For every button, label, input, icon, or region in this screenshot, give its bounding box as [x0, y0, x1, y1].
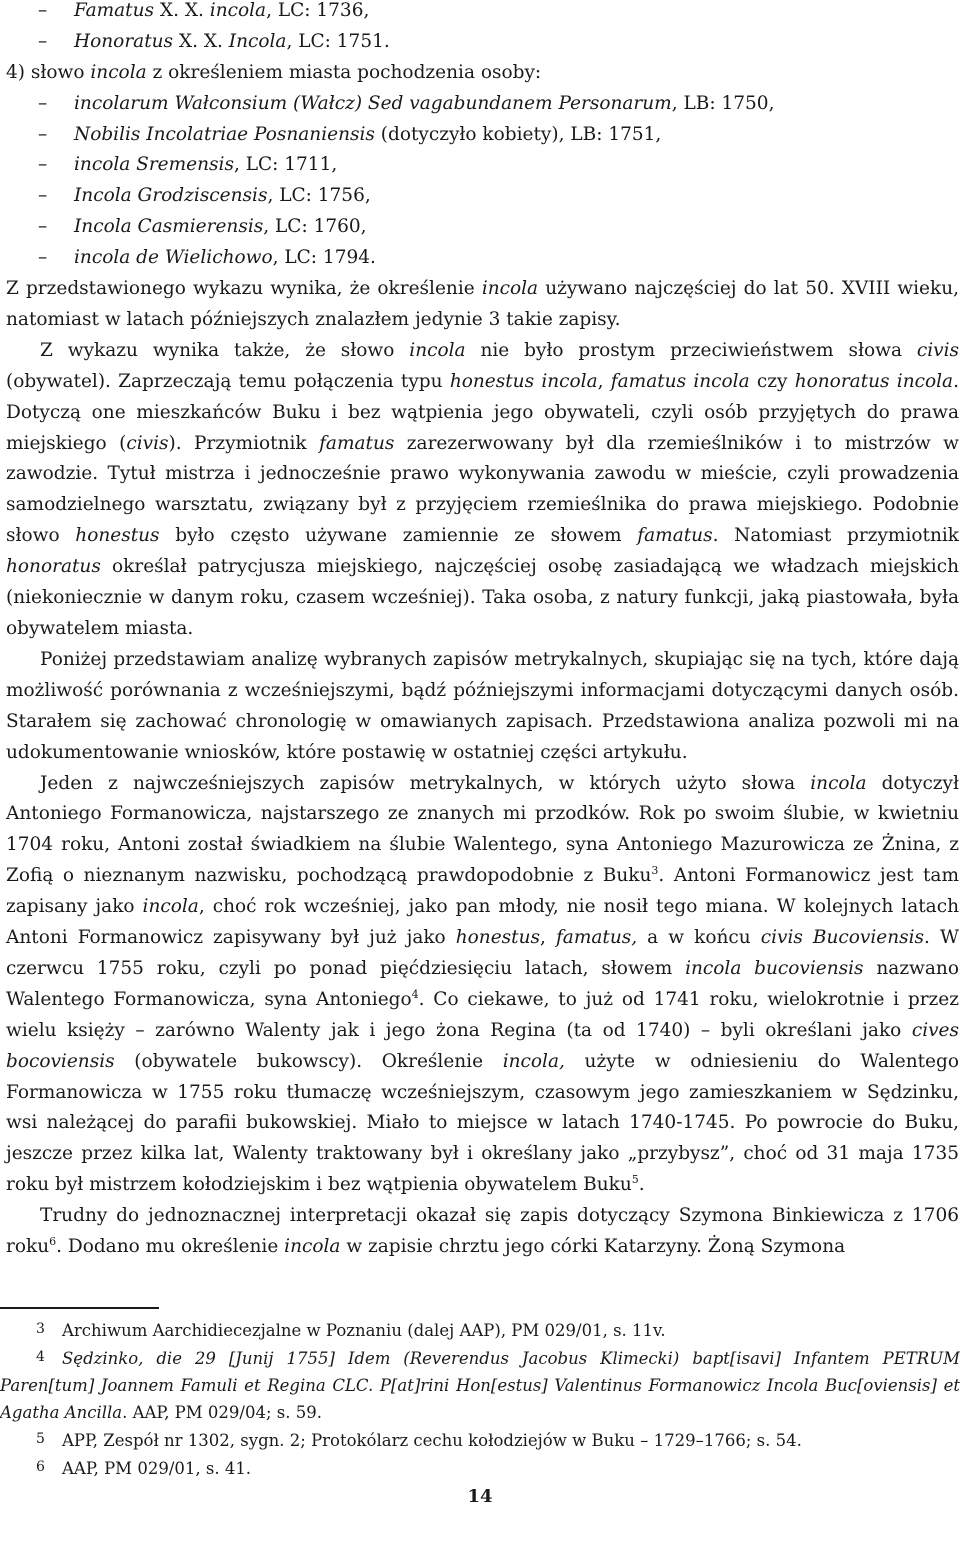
page-number: 14: [467, 1486, 493, 1507]
main-text: [6, 0, 959, 1263]
footnote-ref-3[interactable]: 3: [651, 864, 659, 878]
dash: –: [38, 154, 48, 176]
paragraph-summary: Z przedstawionego wykazu wynika, że określenie incola używano najczęściej do lat 50. XVIII wieku, natomiast w latach późniejszych znalazłem jedynie 3 takie zapisy.: [6, 278, 959, 330]
dash: –: [38, 185, 48, 207]
dash: –: [38, 247, 48, 269]
footnote-4: 4 Sędzinko, die 29 [Junij 1755] Idem (Reverendus Jacobus Klimecki) bapt[isavi] Infantem PETRUM Paren[tum] Joannem Famuli et Regina CLC. P[at]rini Hon[estus] Valentinus Formanowicz Incola Buc[oviensis] et Agatha Ancilla. AAP, PM 029/04; s. 59.: [0, 1349, 960, 1422]
paragraph-formanowicz: Jeden z najwcześniejszych zapisów metrykalnych, w których użyto słowa incola dotyczył Antoniego Formanowicza, najstarszego ze znanych mi przodków. Rok po swoim ślubie, w kwietniu 1704 roku, Antoni został świadkiem na ślubie Walentego, syna Antoniego Mazurowicza ze Żnina, z Zofią o nieznanym nazwisku, pochodzącą prawdopodobnie z Buku$^3$. Antoni Formanowicz jest tam zapisany jako incola, choć rok wcześniej, jako pan młody, nie nosił tego miana. W kolejnych latach Antoni Formanowicz zapisywany był już jako honestus, famatus, a w końcu civis Bucoviensis. W czerwcu 1755 roku, czyli po ponad pięćdziesięciu latach, słowem incola bucoviensis nazwano Walentego Formanowicza, syna Antoniego$^4$. Co ciekawe, to już od 1741 roku, wielokrotnie i przez wielu księży – zarówno Walenty jak i jego żona Regina (ta od 1740) – byli określani jako cives bocoviensis (obywatele bukowscy). Określenie incola, użyte w odniesieniu do Walentego Formanowicza w 1755 roku tłumaczę wcześniejszym, czasowym jego zamieszkaniem w Sędzinku, wsi należącej do parafii bukowskiej. Miało to miejsce w latach 1740-1745. Po powrocie do Buku, jeszcze przez kilka lat, Walenty traktowany był i określany jako „przybysz”, choć od 31 maja 1735 roku był mistrzem kołodziejskim i bez wątpienia obywatelem Buku$^5$.: [6, 772, 960, 1196]
section-heading-4: 4) słowo incola z określeniem miasta pochodzenia osoby:: [6, 61, 542, 83]
list-4: [6, 89, 959, 274]
footnote-separator: [0, 1307, 159, 1309]
list-top: [6, 0, 959, 58]
list-item: – Incola Casmierensis, LC: 1760,: [6, 212, 959, 243]
dash: –: [38, 216, 48, 238]
footnote-6: 6 AAP, PM 029/01, s. 41.: [36, 1459, 252, 1478]
paragraph-analysis-intro: Poniżej przedstawiam analizę wybranych zapisów metrykalnych, skupiając się na tych, które dają możliwość porównania z wcześniejszymi, bądź późniejszymi informacjami dotyczącymi danych osób. Starałem się zachować chronologię w omawianych zapisach. Przedstawiona analiza pozwoli mi na udokumentowanie wniosków, które postawię w ostatniej części artykułu.: [6, 648, 959, 763]
footnote-5: 5 APP, Zespół nr 1302, sygn. 2; Protokólarz cechu kołodziejów w Buku – 1729–1766; s. 54.: [36, 1431, 802, 1450]
dash: –: [38, 123, 48, 145]
footnote-3: 3 Archiwum Aarchidiecezjalne w Poznaniu (dalej AAP), PM 029/01, s. 11v.: [36, 1321, 666, 1340]
list-item: – Incola Grodziscensis, LC: 1756,: [6, 181, 959, 212]
footnote-ref-4[interactable]: 4: [411, 987, 419, 1001]
dash: –: [38, 0, 48, 21]
footnote-ref-6[interactable]: 6: [49, 1235, 57, 1249]
footnotes: [0, 1316, 960, 1482]
list-item: – Nobilis Incolatriae Posnaniensis (dotyczyło kobiety), LB: 1751,: [6, 120, 959, 151]
paragraph-incola-civis: Z wykazu wynika także, że słowo incola nie było prostym przeciwieństwem słowa civis (obywatel). Zaprzeczają temu połączenia typu honestus incola, famatus incola czy honoratus incola. Dotyczą one mieszkańców Buku i bez wątpienia jego obywateli, czyli osób przyjętych do prawa miejskiego (civis). Przymiotnik famatus zarezerwowany był dla rzemieślników i to mistrzów w zawodzie. Tytuł mistrza i jednocześnie prawo wykonywania zawodu w mieście, czyli prowadzenia samodzielnego warsztatu, związany był z przyjęciem rzemieślnika do prawa miejskiego. Podobnie słowo honestus było często używane zamiennie ze słowem famatus. Natomiast przymiotnik honoratus określał patrycjusza miejskiego, najczęściej osobę zasiadającą we władzach miejskich (niekoniecznie w danym roku, czasem wcześniej). Taka osoba, z natury funkcji, jaką piastowała, była obywatelem miasta.: [6, 339, 960, 639]
list-item: – incola de Wielichowo, LC: 1794.: [6, 243, 959, 274]
dash: –: [38, 92, 48, 114]
list-item: – Honoratus X. X. Incola, LC: 1751.: [6, 27, 959, 58]
list-item: – incola Sremensis, LC: 1711,: [6, 150, 959, 181]
paragraph-binkiewicz: Trudny do jednoznacznej interpretacji okazał się zapis dotyczący Szymona Binkiewicza z 1706 roku$^6$. Dodano mu określenie incola w zapisie chrztu jego córki Katarzyny. Żoną Szymona: [6, 1205, 959, 1258]
footnote-ref-5[interactable]: 5: [631, 1173, 639, 1187]
dash: –: [38, 30, 48, 52]
list-item: – Famatus X. X. incola, LC: 1736,: [6, 0, 959, 27]
list-item: – incolarum Wałconsium (Wałcz) Sed vagabundanem Personarum, LB: 1750,: [6, 89, 959, 120]
